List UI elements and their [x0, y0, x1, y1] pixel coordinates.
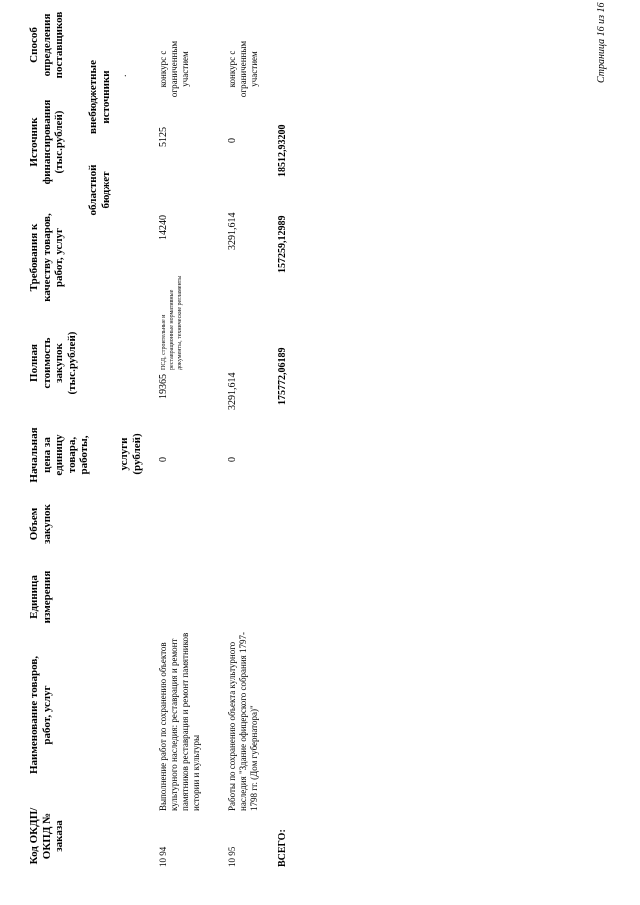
page-number: Страница 16 из 16	[596, 2, 607, 83]
row2-name: Работы по сохранению объекта культурного наследия "Здание офицерского собрания 1797-1798 гг. (Дом губернатора)"	[227, 631, 259, 811]
header-funding-regional: областной бюджет	[87, 164, 112, 216]
header-method: Способ определения поставщиков	[28, 11, 65, 79]
header-code: Код ОКДП/ ОКПД № заказа	[28, 807, 65, 865]
totals-funding-extra: 18512,93200	[277, 124, 288, 177]
row2-total-cost: 3291,614	[227, 372, 238, 410]
totals-total-cost: 175772,06189	[277, 347, 288, 405]
totals-label: ВСЕГО:	[277, 829, 288, 867]
header-unit-price: Начальная цена за единицу товара, работы,	[28, 427, 90, 483]
totals-funding-regional: 157259,12989	[277, 215, 288, 273]
row1-name: Выполнение работ по сохранению объектов культурного наследия: реставрация и ремонт памятников реставрация и ремонт памятников истории и культуры	[158, 632, 201, 811]
header-total-cost: Полная стоимость закупок (тыс.рублей)	[28, 331, 78, 395]
row1-total-cost: 19365	[158, 374, 169, 399]
row2-method: конкурс с ограниченным участием	[227, 40, 259, 98]
row1-funding-extra: 5125	[158, 127, 169, 147]
row2-funding-regional: 3291,614	[227, 212, 238, 250]
row1-funding-regional: 14240	[158, 215, 169, 240]
row2-funding-extra: 0	[227, 138, 238, 143]
header-funding: Источник финансирования (тыс.рублей)	[28, 99, 65, 185]
header-volume: Объем закупок	[28, 504, 53, 544]
method-mark: .	[118, 74, 129, 77]
row2-unit-price: 0	[227, 457, 238, 462]
row1-requirements: ПСД, строительные и реставрационные нормативные документы, технические регламенты	[161, 275, 183, 370]
header-unit: Единица измерения	[28, 570, 53, 624]
header-unit-price-suffix: услуги (рублей)	[118, 433, 143, 475]
row1-code: 10 94	[158, 846, 168, 867]
row1-method: конкурс с ограниченным участием	[158, 40, 190, 98]
row2-code: 10 95	[227, 846, 237, 867]
row1-unit-price: 0	[158, 457, 169, 462]
header-requirements: Требования к качеству товаров, работ, услуг	[28, 213, 65, 302]
header-name: Наименование товаров, работ, услуг	[28, 655, 53, 775]
header-funding-extra: внебюджетные источники	[87, 60, 112, 134]
